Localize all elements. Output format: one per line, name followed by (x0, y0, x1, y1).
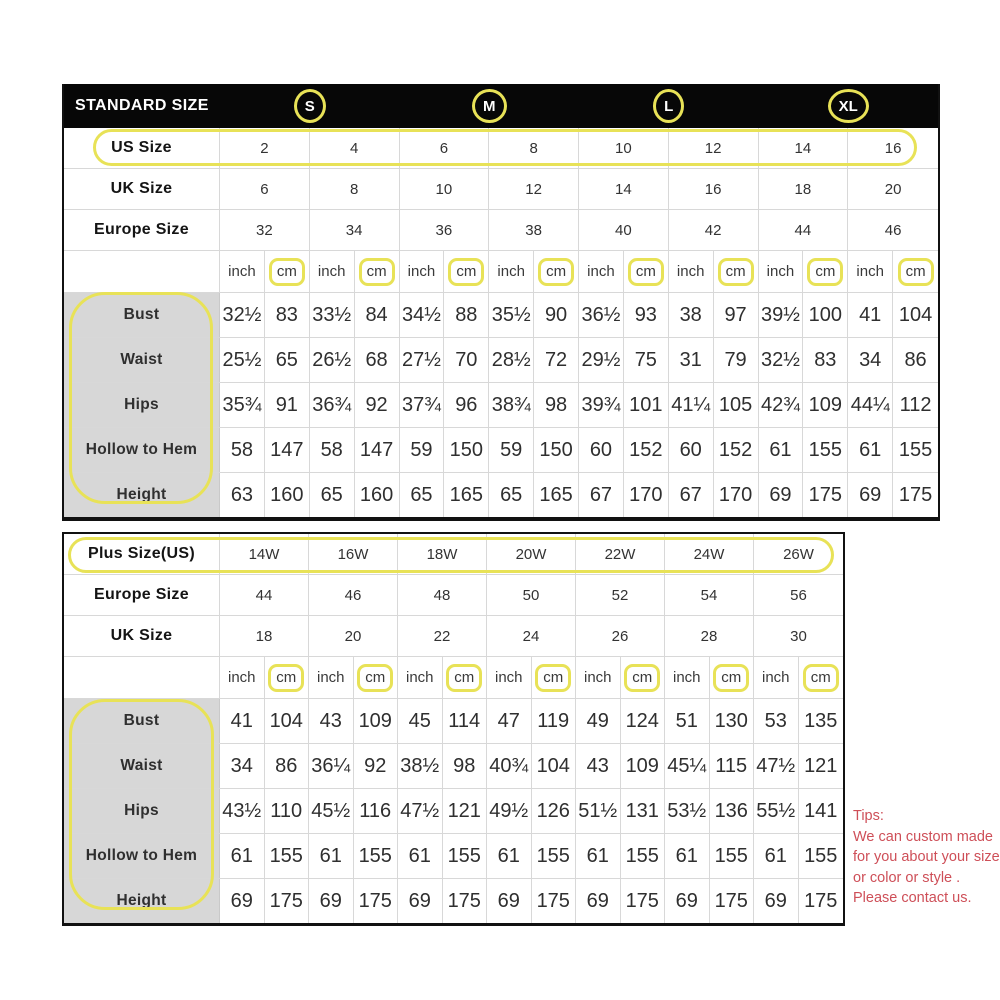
measure-value: 29½ (579, 338, 624, 382)
unit-cm-cell (265, 657, 310, 698)
size-group-m (400, 89, 580, 123)
measure-value: 119 (532, 699, 577, 743)
size-value: 54 (665, 575, 754, 615)
measure-value: 104 (898, 303, 933, 326)
size-value: 26 (576, 616, 665, 656)
plus-size-table-body (64, 534, 843, 923)
measure-value: 175 (621, 879, 666, 923)
measure-value: 61 (665, 834, 710, 878)
size-value: 6 (400, 128, 490, 168)
measure-value: 96 (444, 383, 489, 427)
size-row-label: UK Size (64, 169, 220, 209)
measure-value: 35¾ (220, 383, 265, 427)
measure-value: 41 (848, 293, 893, 337)
measure-row (64, 879, 843, 923)
size-value: 24 (487, 616, 576, 656)
measure-value: 45 (398, 699, 443, 743)
measure-value: 61 (576, 834, 621, 878)
measure-value: 98 (534, 383, 579, 427)
measure-value: 38¾ (489, 383, 534, 427)
unit-inch-label: inch (576, 657, 621, 698)
measure-row (64, 699, 843, 744)
measure-value: 175 (803, 473, 848, 517)
measure-value: 65 (265, 338, 310, 382)
measure-value: 109 (354, 699, 399, 743)
measure-value: 131 (621, 789, 666, 833)
measure-value: 47 (487, 699, 532, 743)
unit-inch-label: inch (398, 657, 443, 698)
size-badge-l: L (653, 89, 684, 123)
measure-value: 70 (444, 338, 489, 382)
measure-value: 155 (443, 834, 488, 878)
cm-highlight-box: cm (269, 258, 305, 286)
unit-row (64, 251, 938, 293)
measure-value: 38½ (398, 744, 443, 788)
size-value: 48 (398, 575, 487, 615)
measure-value: 61 (398, 834, 443, 878)
measure-value: 112 (899, 393, 932, 416)
cm-highlight-box: cm (713, 664, 749, 692)
standard-size-table-body (64, 128, 938, 517)
measure-value: 175 (804, 889, 838, 912)
unit-cm-cell (443, 657, 488, 698)
measure-row-label: Waist (64, 338, 220, 382)
measure-value: 147 (355, 428, 400, 472)
measure-value: 34 (220, 744, 265, 788)
unit-cm-cell (714, 251, 759, 292)
measure-value: 86 (265, 744, 310, 788)
measure-value: 69 (487, 879, 532, 923)
size-value: 8 (310, 169, 400, 209)
measure-value: 65 (489, 473, 534, 517)
measure-value: 61 (309, 834, 354, 878)
unit-inch-label: inch (220, 251, 265, 292)
measure-value: 126 (532, 789, 577, 833)
standard-size-title: STANDARD SIZE (75, 97, 209, 114)
measure-value: 37¾ (400, 383, 445, 427)
measure-value: 59 (400, 428, 445, 472)
size-value: 14W (220, 534, 309, 574)
size-value: 4 (310, 128, 400, 168)
measure-value: 65 (400, 473, 445, 517)
size-value: 30 (790, 627, 807, 645)
measure-value: 34 (848, 338, 893, 382)
measure-value: 100 (803, 293, 848, 337)
measure-value: 53½ (665, 789, 710, 833)
size-value: 52 (576, 575, 665, 615)
measure-row (64, 428, 938, 473)
measure-value: 109 (621, 744, 666, 788)
measure-value: 58 (310, 428, 355, 472)
unit-cm-cell (534, 251, 579, 292)
measure-value: 43½ (220, 789, 265, 833)
size-value: 22 (398, 616, 487, 656)
measure-value: 124 (621, 699, 666, 743)
size-row (64, 616, 843, 657)
size-value: 2 (220, 128, 310, 168)
measure-value: 160 (355, 473, 400, 517)
measure-value: 160 (265, 473, 310, 517)
measure-value: 49 (576, 699, 621, 743)
measure-row-label: Hollow to Hem (64, 428, 220, 472)
cm-highlight-box: cm (538, 258, 574, 286)
measure-value: 25½ (220, 338, 265, 382)
measure-value: 93 (624, 293, 669, 337)
measure-value: 75 (624, 338, 669, 382)
unit-cm-cell (265, 251, 310, 292)
measure-value: 61 (487, 834, 532, 878)
measure-value: 41 (220, 699, 265, 743)
measure-value: 90 (534, 293, 579, 337)
measure-value: 36½ (579, 293, 624, 337)
measure-value: 121 (443, 789, 488, 833)
measure-value: 116 (354, 789, 399, 833)
measure-row (64, 383, 938, 428)
tips-note (853, 806, 1000, 909)
measure-value: 86 (904, 348, 927, 371)
measure-value: 110 (265, 789, 310, 833)
measure-value: 60 (669, 428, 714, 472)
measure-row-label: Hips (64, 789, 220, 833)
size-value: 10 (579, 128, 669, 168)
measure-value: 91 (265, 383, 310, 427)
plus-size-table (62, 532, 845, 926)
measure-value: 141 (804, 799, 838, 822)
size-value: 32 (220, 210, 310, 250)
measure-value: 61 (759, 428, 804, 472)
measure-value: 170 (714, 473, 759, 517)
measure-row-label: Bust (64, 293, 220, 337)
unit-row (64, 657, 843, 699)
measure-value: 114 (443, 699, 488, 743)
cm-highlight-box: cm (446, 664, 482, 692)
measure-value: 150 (444, 428, 489, 472)
unit-inch-label: inch (220, 657, 265, 698)
measure-value: 69 (754, 879, 799, 923)
size-badge-s: S (294, 89, 326, 123)
size-row-label: Europe Size (64, 575, 220, 615)
unit-inch-label: inch (487, 657, 532, 698)
size-value: 46 (884, 221, 902, 239)
measure-row-label: Height (64, 879, 220, 923)
measure-row (64, 834, 843, 879)
measure-value: 26½ (310, 338, 355, 382)
measure-value: 155 (354, 834, 399, 878)
measure-value: 130 (710, 699, 755, 743)
unit-cm-cell (710, 657, 755, 698)
measure-value: 147 (265, 428, 310, 472)
standard-size-table (62, 84, 940, 521)
measure-value: 69 (576, 879, 621, 923)
size-value: 40 (579, 210, 669, 250)
unit-inch-label: inch (665, 657, 710, 698)
size-value: 16 (884, 139, 902, 157)
measure-value: 79 (714, 338, 759, 382)
size-value: 28 (665, 616, 754, 656)
cm-highlight-box: cm (628, 258, 664, 286)
measure-value: 44¼ (848, 383, 893, 427)
size-group-row (220, 84, 938, 128)
measure-value: 36¾ (310, 383, 355, 427)
unit-inch-label: inch (310, 251, 355, 292)
size-row-label: Plus Size(US) (64, 534, 220, 574)
measure-value: 69 (848, 473, 893, 517)
size-value: 18W (398, 534, 487, 574)
unit-cm-cell (354, 657, 399, 698)
unit-cm-cell (624, 251, 669, 292)
measure-value: 32½ (759, 338, 804, 382)
measure-value: 69 (759, 473, 804, 517)
cm-highlight-box: cm (357, 664, 393, 692)
measure-row-label: Hollow to Hem (64, 834, 220, 878)
measure-value: 84 (355, 293, 400, 337)
size-value: 10 (400, 169, 490, 209)
size-value: 36 (400, 210, 490, 250)
measure-value: 58 (220, 428, 265, 472)
standard-size-header (64, 84, 938, 128)
measure-value: 155 (804, 844, 838, 867)
unit-cm-cell (532, 657, 577, 698)
measure-value: 36¼ (309, 744, 354, 788)
size-row (64, 534, 843, 575)
measure-row-label: Hips (64, 383, 220, 427)
measure-value: 34½ (400, 293, 445, 337)
size-value: 46 (309, 575, 398, 615)
size-row-label: Europe Size (64, 210, 220, 250)
measure-value: 47½ (398, 789, 443, 833)
size-value: 6 (220, 169, 310, 209)
size-value: 12 (489, 169, 579, 209)
size-value: 56 (790, 586, 807, 604)
measure-value: 165 (534, 473, 579, 517)
measure-value: 136 (710, 789, 755, 833)
measure-value: 175 (898, 483, 933, 506)
cm-highlight-box: cm (624, 664, 660, 692)
unit-inch-label: inch (489, 251, 534, 292)
tips-line-1: We can custom made (853, 828, 993, 845)
measure-value: 68 (355, 338, 400, 382)
measure-value: 60 (579, 428, 624, 472)
measure-value: 92 (355, 383, 400, 427)
size-value: 42 (669, 210, 759, 250)
measure-value: 69 (398, 879, 443, 923)
measure-value: 97 (714, 293, 759, 337)
measure-value: 83 (265, 293, 310, 337)
measure-value: 152 (714, 428, 759, 472)
size-value: 44 (759, 210, 849, 250)
measure-value: 104 (532, 744, 577, 788)
measure-value: 51 (665, 699, 710, 743)
unit-cm-cell (355, 251, 400, 292)
measure-value: 67 (669, 473, 714, 517)
measure-value: 72 (534, 338, 579, 382)
measure-value: 55½ (754, 789, 799, 833)
size-value: 14 (759, 128, 849, 168)
measure-value: 39½ (759, 293, 804, 337)
unit-cm-cell (621, 657, 666, 698)
measure-value: 121 (804, 754, 838, 777)
measure-value: 175 (265, 879, 310, 923)
measure-row (64, 789, 843, 834)
measure-value: 155 (898, 438, 933, 461)
unit-inch-label: inch (400, 251, 445, 292)
measure-value: 41¼ (669, 383, 714, 427)
size-value: 18 (759, 169, 849, 209)
measure-value: 61 (220, 834, 265, 878)
size-value: 20 (309, 616, 398, 656)
size-value: 22W (576, 534, 665, 574)
measure-value: 49½ (487, 789, 532, 833)
measure-value: 27½ (400, 338, 445, 382)
size-value: 20W (487, 534, 576, 574)
size-row-label: US Size (64, 128, 220, 168)
size-group-s (220, 89, 400, 123)
measure-value: 155 (710, 834, 755, 878)
measure-value: 69 (665, 879, 710, 923)
size-row-label: UK Size (64, 616, 220, 656)
measure-value: 92 (354, 744, 399, 788)
size-row (64, 128, 938, 169)
measure-value: 155 (265, 834, 310, 878)
measure-value: 45½ (309, 789, 354, 833)
measure-value: 135 (804, 709, 838, 732)
measure-value: 45¼ (665, 744, 710, 788)
measure-value: 83 (803, 338, 848, 382)
measure-value: 98 (443, 744, 488, 788)
size-value: 20 (884, 180, 902, 198)
size-value: 50 (487, 575, 576, 615)
measure-value: 170 (624, 473, 669, 517)
cm-highlight-box: cm (535, 664, 571, 692)
measure-value: 42¾ (759, 383, 804, 427)
measure-value: 165 (444, 473, 489, 517)
measure-value: 150 (534, 428, 579, 472)
measure-value: 175 (443, 879, 488, 923)
size-value: 18 (220, 616, 309, 656)
size-value: 16W (309, 534, 398, 574)
measure-value: 59 (489, 428, 534, 472)
measure-row-label: Waist (64, 744, 220, 788)
measure-value: 155 (532, 834, 577, 878)
size-value: 34 (310, 210, 400, 250)
cm-highlight-box: cm (898, 258, 934, 286)
size-value: 12 (669, 128, 759, 168)
measure-row (64, 744, 843, 789)
measure-value: 88 (444, 293, 489, 337)
cm-highlight-box: cm (807, 258, 843, 286)
measure-value: 33½ (310, 293, 355, 337)
unit-cm-cell (893, 251, 938, 292)
size-value: 26W (783, 545, 814, 563)
measure-value: 69 (220, 879, 265, 923)
measure-value: 40¾ (487, 744, 532, 788)
measure-value: 43 (309, 699, 354, 743)
measure-value: 63 (220, 473, 265, 517)
size-value: 16 (669, 169, 759, 209)
size-value: 8 (489, 128, 579, 168)
measure-value: 175 (354, 879, 399, 923)
tips-title: Tips: (853, 808, 884, 824)
unit-inch-label: inch (759, 251, 804, 292)
measure-value: 175 (532, 879, 577, 923)
measure-value: 115 (710, 744, 755, 788)
measure-value: 43 (576, 744, 621, 788)
unit-row-spacer (64, 251, 220, 292)
measure-value: 39¾ (579, 383, 624, 427)
size-badge-xl: XL (828, 89, 869, 123)
cm-highlight-box: cm (718, 258, 754, 286)
measure-value: 101 (624, 383, 669, 427)
measure-value: 175 (710, 879, 755, 923)
measure-row-label: Height (64, 473, 220, 517)
unit-inch-label: inch (579, 251, 624, 292)
measure-value: 38 (669, 293, 714, 337)
measure-value: 28½ (489, 338, 534, 382)
cm-highlight-box: cm (803, 664, 839, 692)
unit-inch-label: inch (669, 251, 714, 292)
measure-value: 31 (669, 338, 714, 382)
measure-value: 61 (848, 428, 893, 472)
unit-inch-label: inch (848, 251, 893, 292)
tips-line-4: Please contact us. (853, 890, 972, 906)
measure-value: 69 (309, 879, 354, 923)
unit-inch-label: inch (754, 657, 799, 698)
measure-value: 65 (310, 473, 355, 517)
measure-value: 32½ (220, 293, 265, 337)
measure-row (64, 473, 938, 517)
measure-value: 51½ (576, 789, 621, 833)
measure-value: 104 (265, 699, 310, 743)
measure-value: 53 (754, 699, 799, 743)
size-row (64, 575, 843, 616)
tips-line-3: or color or style . (853, 869, 961, 886)
tips-line-2: for you about your size (853, 849, 1000, 865)
measure-value: 152 (624, 428, 669, 472)
measure-value: 67 (579, 473, 624, 517)
measure-value: 35½ (489, 293, 534, 337)
size-group-xl (759, 89, 939, 123)
measure-value: 109 (803, 383, 848, 427)
measure-value: 47½ (754, 744, 799, 788)
measure-value: 61 (754, 834, 799, 878)
unit-inch-label: inch (309, 657, 354, 698)
measure-row (64, 293, 938, 338)
measure-value: 155 (621, 834, 666, 878)
cm-highlight-box: cm (268, 664, 304, 692)
size-value: 14 (579, 169, 669, 209)
size-value: 24W (665, 534, 754, 574)
measure-row (64, 338, 938, 383)
size-group-l (579, 89, 759, 123)
unit-cm-cell (444, 251, 489, 292)
unit-cm-cell (803, 251, 848, 292)
measure-value: 105 (714, 383, 759, 427)
size-value: 38 (489, 210, 579, 250)
size-row (64, 169, 938, 210)
unit-cm-cell (799, 657, 844, 698)
size-value: 44 (220, 575, 309, 615)
unit-row-spacer (64, 657, 220, 698)
size-badge-m: M (472, 89, 507, 123)
cm-highlight-box: cm (359, 258, 395, 286)
measure-row-label: Bust (64, 699, 220, 743)
size-row (64, 210, 938, 251)
cm-highlight-box: cm (448, 258, 484, 286)
measure-value: 155 (803, 428, 848, 472)
